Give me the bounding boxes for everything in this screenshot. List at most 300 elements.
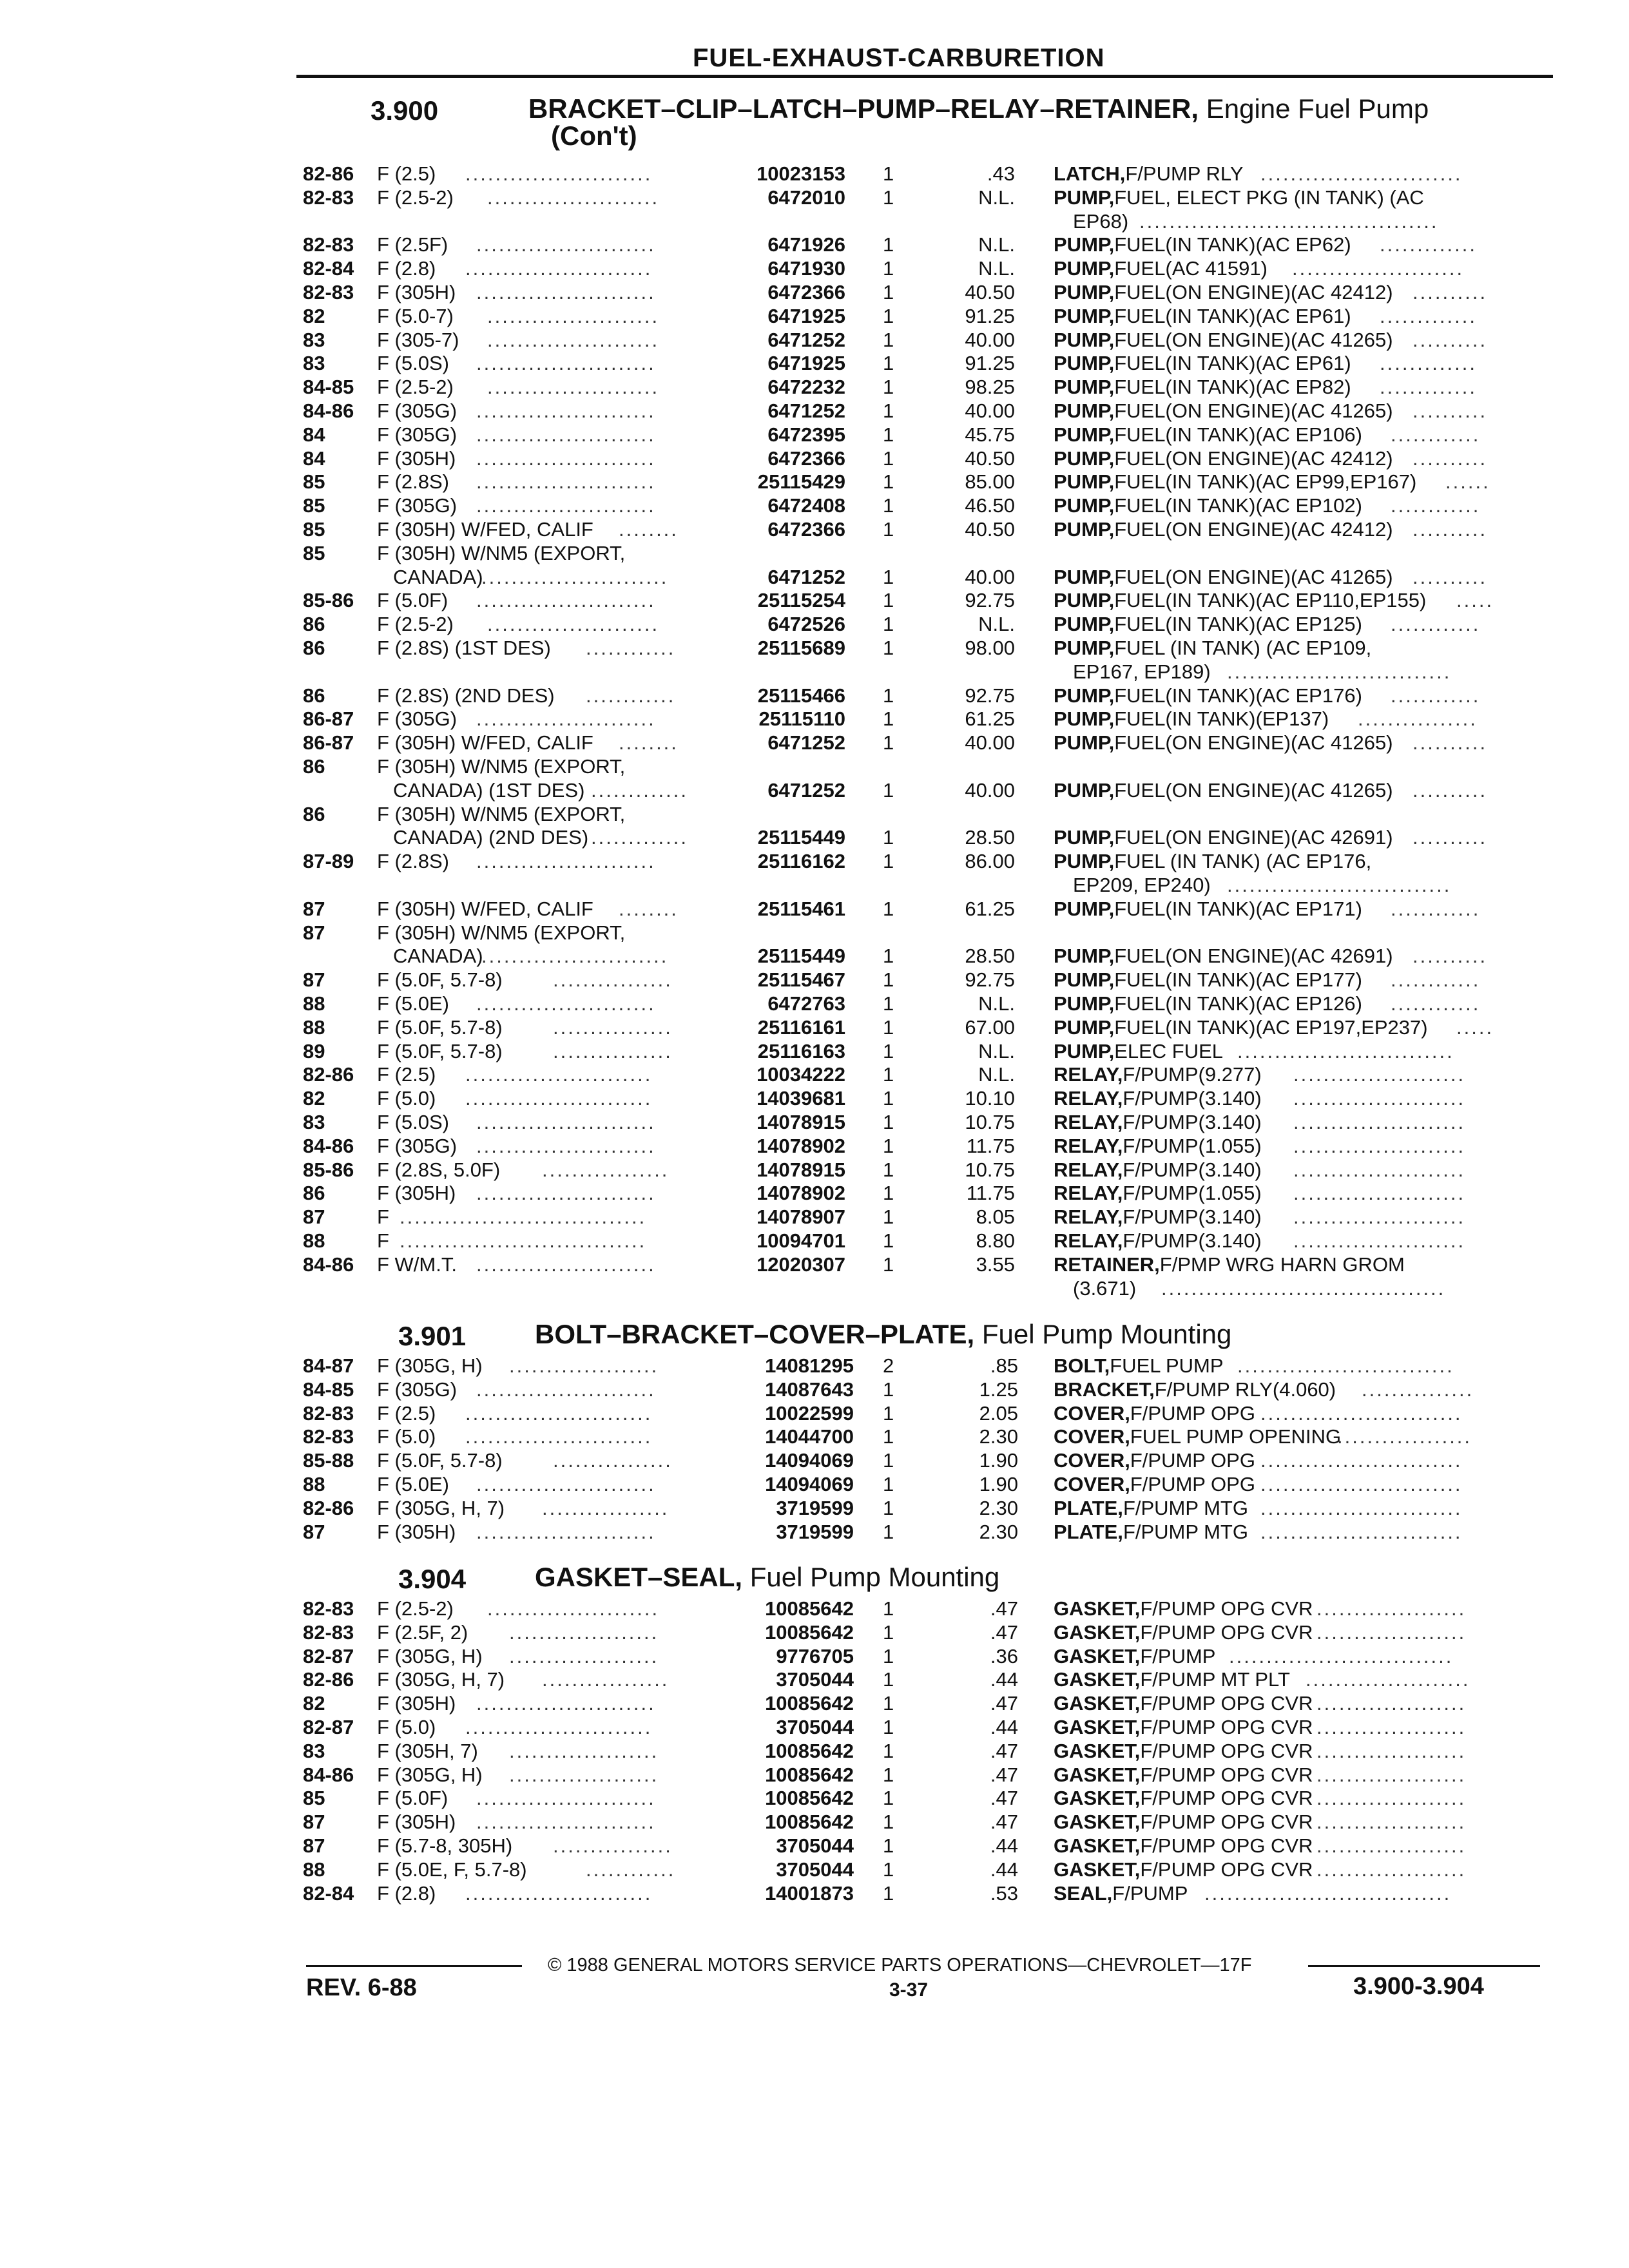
part-name: PUMP,	[1054, 304, 1115, 327]
quantity: 1	[883, 1597, 894, 1620]
part-row	[0, 1858, 1629, 1882]
leader-dots: ..........	[1412, 731, 1488, 754]
leader-dots: ...........................	[1260, 1496, 1463, 1519]
part-number: 10085642	[765, 1739, 854, 1762]
price: 11.75	[966, 1134, 1015, 1157]
leader-dots: ................	[553, 1449, 673, 1472]
part-number: 3719599	[776, 1520, 854, 1543]
model-years: 88	[303, 1473, 325, 1495]
part-row	[0, 755, 1629, 803]
section-continued: (Con't)	[551, 120, 637, 151]
part-name: PUMP,	[1054, 968, 1115, 992]
part-row	[0, 423, 1629, 447]
description	[1054, 1692, 1313, 1715]
description-text: F/PUMP RLY	[1125, 162, 1244, 185]
part-row	[0, 898, 1629, 921]
part-number: 14094069	[765, 1473, 854, 1495]
part-name: PUMP,	[1054, 399, 1115, 422]
description-text: FUEL(ON ENGINE)(AC 42412)	[1114, 281, 1393, 303]
part-number: 10023153	[757, 162, 845, 185]
part-row	[0, 1668, 1629, 1692]
quantity: 1	[883, 1881, 894, 1905]
description	[1054, 162, 1244, 186]
description	[1054, 233, 1351, 256]
part-row	[0, 399, 1629, 423]
description-text: F/PUMP(3.140)	[1123, 1206, 1262, 1229]
description-text: F/PUMP OPG CVR	[1140, 1716, 1313, 1738]
leader-dots: .........................	[465, 1881, 653, 1905]
application: F (305G, H, 7)	[377, 1668, 505, 1691]
leader-dots: ............	[586, 684, 676, 707]
model-years: 82-86	[303, 162, 354, 185]
leader-dots: ....................	[509, 1763, 659, 1786]
price: 8.05	[976, 1206, 1015, 1229]
part-name: PUMP,	[1054, 352, 1115, 375]
application: F (5.0)	[377, 1087, 436, 1110]
model-years: 86	[303, 613, 325, 636]
part-row	[0, 494, 1629, 518]
price: 91.25	[965, 304, 1015, 327]
part-name: COVER,	[1054, 1473, 1130, 1495]
application: F (2.5-2)	[377, 613, 454, 636]
model-years: 82-83	[303, 1597, 354, 1620]
description-text: FUEL(IN TANK)(AC EP110,EP155)	[1114, 589, 1427, 612]
price: N.L.	[978, 257, 1015, 280]
model-years: 87	[303, 897, 325, 920]
application: CANADA) (2ND DES)	[393, 826, 589, 849]
description-text: F/PUMP(3.140)	[1123, 1229, 1262, 1252]
leader-dots: ............	[586, 637, 676, 659]
application: F (305G)	[377, 399, 458, 422]
part-number: 25116162	[757, 850, 845, 873]
part-number: 10085642	[765, 1692, 854, 1715]
part-name: GASKET,	[1054, 1716, 1141, 1738]
leader-dots: ............	[1391, 992, 1481, 1015]
description	[1054, 1787, 1313, 1810]
quantity: 1	[883, 850, 894, 873]
quantity: 1	[883, 707, 894, 731]
part-number: 10034222	[757, 1063, 845, 1086]
leader-dots: .................................	[400, 1206, 647, 1229]
price: 40.50	[965, 447, 1015, 470]
part-name: PUMP,	[1054, 731, 1115, 754]
part-number: 25115449	[757, 945, 845, 968]
part-row	[0, 162, 1629, 186]
leader-dots: .................................	[400, 1229, 647, 1252]
description	[1054, 1881, 1188, 1905]
part-name: PUMP,	[1054, 257, 1115, 280]
description-text: F/PMP WRG HARN GROM	[1159, 1253, 1405, 1276]
leader-dots: ....................	[1316, 1692, 1467, 1715]
leader-dots: .......................	[487, 328, 660, 351]
price: 85.00	[965, 470, 1015, 494]
description	[1054, 778, 1393, 802]
price: 92.75	[965, 968, 1015, 992]
model-years: 82-86	[303, 1063, 354, 1086]
part-name: PUMP,	[1054, 637, 1115, 659]
part-name: PLATE,	[1054, 1520, 1123, 1543]
model-years: 82-83	[303, 281, 354, 303]
model-years: 82-84	[303, 257, 354, 280]
part-number: 6472395	[767, 423, 845, 446]
part-number: 14001873	[765, 1881, 854, 1905]
leader-dots: ..........	[1412, 778, 1488, 802]
price: .47	[990, 1692, 1018, 1715]
price: 10.10	[965, 1087, 1015, 1110]
description	[1054, 304, 1351, 328]
leader-dots: .......................	[1293, 1063, 1466, 1086]
quantity: 1	[883, 1039, 894, 1062]
part-row	[0, 447, 1629, 471]
part-row	[0, 1063, 1629, 1087]
part-number: 6471925	[767, 304, 845, 327]
part-name: RETAINER,	[1054, 1253, 1160, 1276]
part-number: 14078915	[757, 1111, 845, 1133]
leader-dots: .......................	[1293, 1158, 1466, 1181]
leader-dots: ....................	[1316, 1763, 1467, 1786]
description-text: FUEL(IN TANK)(AC EP177)	[1114, 968, 1362, 992]
price: 1.25	[979, 1378, 1018, 1401]
part-row	[0, 352, 1629, 376]
description	[1054, 1354, 1224, 1378]
application: F (305H) W/NM5 (EXPORT,	[377, 802, 626, 825]
model-years: 89	[303, 1039, 325, 1062]
application: F (305H) W/NM5 (EXPORT,	[377, 921, 626, 944]
price: .44	[990, 1716, 1018, 1738]
leader-dots: ................	[553, 1834, 673, 1857]
part-row	[0, 1449, 1629, 1473]
part-row	[0, 1834, 1629, 1858]
quantity: 1	[883, 1182, 894, 1205]
application: F (305H) W/NM5 (EXPORT,	[377, 541, 626, 564]
part-name: PUMP,	[1054, 1039, 1115, 1062]
leader-dots: .............	[1380, 352, 1477, 375]
quantity: 1	[883, 992, 894, 1015]
leader-dots: ..........	[1412, 826, 1488, 849]
description	[1054, 1668, 1290, 1691]
price: 92.75	[965, 589, 1015, 612]
part-row	[0, 376, 1629, 399]
part-name: PUMP,	[1054, 376, 1115, 399]
part-name: RELAY,	[1054, 1134, 1123, 1157]
description	[1054, 1834, 1313, 1858]
part-number: 6471925	[767, 352, 845, 375]
part-name: BRACKET,	[1054, 1378, 1155, 1401]
leader-dots: ....................	[509, 1620, 659, 1644]
part-name: PUMP,	[1054, 281, 1115, 303]
price: .44	[990, 1858, 1018, 1881]
application: F (305H) W/FED, CALIF	[377, 897, 593, 920]
quantity: 1	[883, 1739, 894, 1762]
price: .47	[990, 1787, 1018, 1810]
price: .36	[990, 1644, 1018, 1667]
application: F (305G, H)	[377, 1354, 483, 1377]
description-text: FUEL(ON ENGINE)(AC 41265)	[1114, 731, 1393, 754]
description-text: FUEL(ON ENGINE)(AC 42412)	[1114, 518, 1393, 541]
quantity: 1	[883, 1763, 894, 1786]
leader-dots: .......................	[1293, 1206, 1466, 1229]
model-years: 83	[303, 352, 325, 375]
leader-dots: ..............................	[1227, 873, 1452, 896]
model-years: 87	[303, 1811, 325, 1834]
leader-dots: ........................	[476, 1811, 656, 1834]
leader-dots: ........	[619, 731, 679, 754]
application: F (2.5)	[377, 162, 436, 185]
part-name: SEAL,	[1054, 1881, 1113, 1905]
part-number: 6472366	[767, 447, 845, 470]
application: F (305H) W/FED, CALIF	[377, 518, 593, 541]
description	[1054, 1378, 1336, 1401]
description	[1054, 897, 1362, 921]
part-row	[0, 1763, 1629, 1787]
application: F (305H)	[377, 447, 456, 470]
part-name: RELAY,	[1054, 1087, 1123, 1110]
quantity: 1	[883, 968, 894, 992]
part-row	[0, 1692, 1629, 1716]
part-name: BOLT,	[1054, 1354, 1110, 1377]
application: F (305G, H, 7)	[377, 1496, 505, 1519]
description-text: F/PUMP OPG CVR	[1140, 1739, 1313, 1762]
application: F (305G)	[377, 423, 458, 446]
leader-dots: .................	[542, 1158, 670, 1181]
quantity: 1	[883, 186, 894, 209]
price: .47	[990, 1763, 1018, 1786]
part-row	[0, 1811, 1629, 1834]
model-years: 85	[303, 518, 325, 541]
price: .53	[990, 1881, 1018, 1905]
quantity: 1	[883, 1229, 894, 1252]
price: 28.50	[965, 945, 1015, 968]
part-row	[0, 542, 1629, 590]
part-row	[0, 968, 1629, 992]
quantity: 1	[883, 1787, 894, 1810]
model-years: 85	[303, 494, 325, 517]
description	[1054, 1087, 1262, 1110]
quantity: 1	[883, 1644, 894, 1667]
price: 10.75	[965, 1111, 1015, 1133]
quantity: 1	[883, 352, 894, 375]
quantity: 1	[883, 565, 894, 588]
description-text: FUEL(IN TANK)(AC EP176)	[1114, 684, 1362, 707]
leader-dots: ...........................	[1260, 1520, 1463, 1543]
application: F (305H)	[377, 1182, 456, 1205]
part-name: PUMP,	[1054, 850, 1115, 873]
part-name: GASKET,	[1054, 1739, 1141, 1762]
part-number: 10085642	[765, 1787, 854, 1810]
part-number: 6471930	[767, 257, 845, 280]
leader-dots: ..........	[1412, 399, 1488, 422]
application: F (2.5F, 2)	[377, 1620, 468, 1644]
leader-dots: ........................	[476, 707, 656, 731]
part-number: 6471252	[767, 399, 845, 422]
part-row	[0, 637, 1629, 684]
leader-dots: ....................	[1316, 1858, 1467, 1881]
quantity: 1	[883, 304, 894, 327]
description-text: FUEL(ON ENGINE)(AC 41265)	[1114, 778, 1393, 802]
description	[1054, 1858, 1313, 1881]
application: F (5.0-7)	[377, 304, 454, 327]
part-number: 3705044	[776, 1716, 854, 1738]
part-number: 25115110	[758, 707, 845, 731]
description-text: FUEL(IN TANK)(AC EP171)	[1114, 897, 1362, 920]
quantity: 1	[883, 897, 894, 920]
description-text: F/PUMP MT PLT	[1140, 1668, 1290, 1691]
description	[1054, 1449, 1255, 1472]
leader-dots: ..................	[1337, 1425, 1472, 1448]
section-title	[528, 95, 1429, 149]
part-number: 14078915	[757, 1158, 845, 1181]
model-years: 84-86	[303, 1763, 354, 1786]
leader-dots: ........................	[476, 850, 656, 873]
model-years: 87	[303, 1520, 325, 1543]
leader-dots: .......................	[487, 1597, 660, 1620]
model-years: 82-83	[303, 186, 354, 209]
quantity: 1	[883, 399, 894, 422]
part-number: 6472366	[767, 518, 845, 541]
leader-dots: ........................	[476, 423, 656, 446]
part-name: RELAY,	[1054, 1206, 1123, 1229]
leader-dots: .............	[591, 826, 688, 849]
description-text: F/PUMP(1.055)	[1123, 1134, 1262, 1157]
part-name: PUMP,	[1054, 992, 1115, 1015]
description-text: F/PUMP OPG CVR	[1140, 1787, 1313, 1810]
leader-dots: ....................	[1316, 1620, 1467, 1644]
part-row	[0, 305, 1629, 329]
price: N.L.	[978, 233, 1015, 256]
model-years: 83	[303, 328, 325, 351]
part-name: PLATE,	[1054, 1496, 1123, 1519]
model-years: 84-87	[303, 1354, 354, 1377]
description	[1054, 257, 1268, 280]
quantity: 1	[883, 731, 894, 754]
part-row	[0, 589, 1629, 613]
part-row	[0, 1402, 1629, 1426]
application: CANADA)	[393, 945, 483, 968]
quantity: 1	[883, 1158, 894, 1181]
application: F (2.8S)	[377, 850, 449, 873]
part-name: PUMP,	[1054, 423, 1115, 446]
part-row	[0, 1182, 1629, 1206]
leader-dots: .........................	[465, 1063, 653, 1086]
leader-dots: ......................................	[1161, 1276, 1446, 1300]
part-name: PUMP,	[1054, 328, 1115, 351]
leader-dots: .......................	[487, 304, 660, 327]
leader-dots: ..........	[1412, 328, 1488, 351]
model-years: 87	[303, 968, 325, 992]
leader-dots: .........................	[465, 1716, 653, 1738]
part-name: COVER,	[1054, 1425, 1130, 1448]
quantity: 1	[883, 1858, 894, 1881]
description	[1054, 945, 1393, 968]
part-row	[0, 1229, 1629, 1253]
leader-dots: ..........	[1412, 447, 1488, 470]
leader-dots: ...........................	[1260, 1401, 1463, 1425]
model-years: 84-86	[303, 1134, 354, 1157]
part-row	[0, 992, 1629, 1016]
application: F (305H)	[377, 1520, 456, 1543]
part-number: 10085642	[765, 1763, 854, 1786]
model-years: 88	[303, 1858, 325, 1881]
price: N.L.	[978, 186, 1015, 209]
leader-dots: ........................	[476, 1692, 656, 1715]
part-number: 10085642	[765, 1597, 854, 1620]
application: F (5.7-8, 305H)	[377, 1834, 513, 1857]
part-row	[0, 281, 1629, 305]
part-row	[0, 518, 1629, 542]
application: F (5.0S)	[377, 352, 449, 375]
part-name: GASKET,	[1054, 1811, 1141, 1834]
price: 2.05	[979, 1401, 1018, 1425]
part-name: LATCH,	[1054, 162, 1126, 185]
quantity: 1	[883, 1692, 894, 1715]
quantity: 1	[883, 684, 894, 707]
part-row	[0, 470, 1629, 494]
model-years: 85-86	[303, 1158, 354, 1181]
part-name: COVER,	[1054, 1449, 1130, 1472]
quantity: 1	[883, 1496, 894, 1519]
description	[1054, 1620, 1313, 1644]
model-years: 87	[303, 1206, 325, 1229]
price: 40.00	[965, 778, 1015, 802]
quantity: 1	[883, 637, 894, 659]
leader-dots: .............	[591, 778, 688, 802]
leader-dots: ........................	[476, 589, 656, 612]
application: F (2.5-2)	[377, 186, 454, 209]
model-years: 86	[303, 802, 325, 825]
leader-dots: .................................	[1204, 1881, 1452, 1905]
revision-label: REV. 6-88	[306, 1974, 417, 2001]
part-name: GASKET,	[1054, 1597, 1141, 1620]
price: N.L.	[978, 992, 1015, 1015]
part-name: PUMP,	[1054, 233, 1115, 256]
application: F (305H) W/FED, CALIF	[377, 731, 593, 754]
quantity: 1	[883, 1134, 894, 1157]
part-name: GASKET,	[1054, 1692, 1141, 1715]
leader-dots: ..........	[1412, 565, 1488, 588]
model-years: 84	[303, 423, 325, 446]
part-row	[0, 1111, 1629, 1135]
description-text: F/PUMP	[1112, 1881, 1188, 1905]
part-number: 25116161	[757, 1015, 845, 1039]
description-text: FUEL(IN TANK)(AC EP61)	[1114, 304, 1351, 327]
description-text: F/PUMP OPG	[1130, 1401, 1255, 1425]
section-title-parts: BOLT–BRACKET–COVER–PLATE,	[535, 1319, 975, 1349]
part-name: RELAY,	[1054, 1229, 1123, 1252]
part-name: PUMP,	[1054, 565, 1115, 588]
description-text: F/PUMP OPG	[1130, 1449, 1255, 1472]
leader-dots: ........................	[476, 1253, 656, 1276]
model-years: 88	[303, 992, 325, 1015]
section-title	[535, 1564, 999, 1591]
application: F (2.8)	[377, 1881, 436, 1905]
application: F (2.8S) (1ST DES)	[377, 637, 551, 659]
description-text: FUEL PUMP OPENING	[1130, 1425, 1342, 1448]
part-name: PUMP,	[1054, 447, 1115, 470]
application: F	[377, 1206, 389, 1229]
part-row	[0, 1740, 1629, 1763]
leader-dots: ........................	[476, 233, 656, 256]
leader-dots: ....................	[509, 1354, 659, 1377]
leader-dots: .......................	[1293, 1087, 1466, 1110]
description-text: F/PUMP(1.055)	[1123, 1182, 1262, 1205]
description-text: F/PUMP OPG CVR	[1140, 1763, 1313, 1786]
description-text: FUEL PUMP	[1110, 1354, 1224, 1377]
application: F (2.5)	[377, 1401, 436, 1425]
leader-dots: ....................	[1316, 1787, 1467, 1810]
price: 40.00	[965, 328, 1015, 351]
price: 28.50	[965, 826, 1015, 849]
part-name: PUMP,	[1054, 613, 1115, 636]
